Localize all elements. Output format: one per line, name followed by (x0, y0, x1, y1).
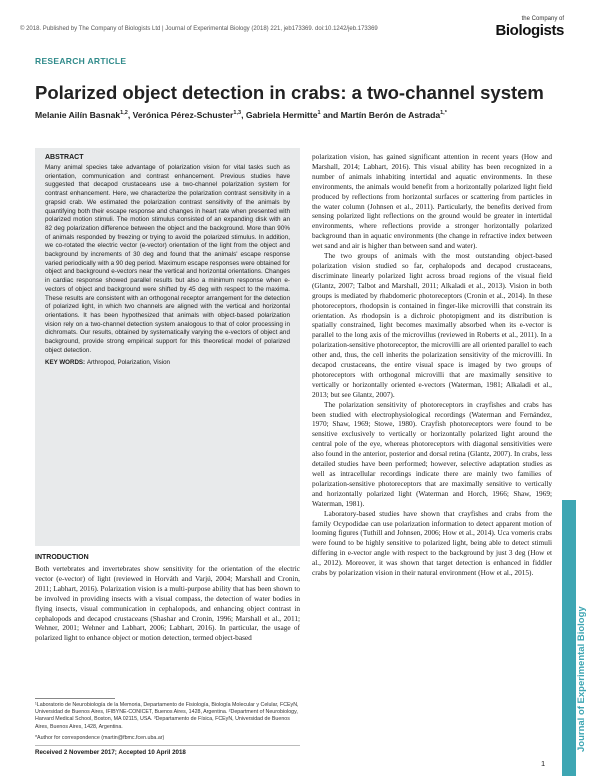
abstract-text: Many animal species take advantage of polarization vision for vital tasks such as orientation, communication and contrast enhancement. Previous studies have suggested that decapod crustaceans use a two-channel polarization system for contrast enhancement. Here, we characterize the polarization contrast sensitivity in a grapsid crab. We estimated the polarization contrast sensitivity of the animals by quantifying both their escape response and changes in heart rate when presented with polarized motion stimuli. The motion stimulus consisted of an expanding disk with an 82 deg polarization difference between the object and the background. More than 90% of animals responded by freezing or trying to avoid the polarized stimulus. In addition, we co-rotated the electric vector (e-vector) orientation of the light from the object and background by increments of 30 deg and found that the animals' escape response varied periodically with a 90 deg period. Maximum escape responses were obtained for object and background e-vectors near the vertical and horizontal orientations. Changes in cardiac response showed parallel results but also a minimum response when e-vectors of object and background were shifted by 45 deg with respect to the maxima. These results are consistent with an orthogonal receptor arrangement for the detection of polarized light, in which two channels are aligned with the vertical and horizontal orientations. It has been hypothesized that animals with object-based polarization vision rely on a two-channel detection system analogous to that of color processing in dichromats. Our results, obtained by systematically varying the e-vectors of object and background, provide strong empirical support for this theoretical model of polarized object detection. (45, 164, 290, 354)
keywords-line (45, 359, 290, 366)
logo-small-text: the Company of (521, 16, 564, 22)
body-paragraph: The two groups of animals with the most outstanding object-based polarization vision studied so far, cephalopods and decapod crustaceans, discriminate linearly polarized light across broad regions of the visual field (Glantz, 2007; Talbot and Marshall, 2011; Alkaladi et al., 2013). Vision in both groups is mediated by rhabdomeric photoreceptors (Cronin et al., 2014). In these photoreceptors, rhodopsin is contained in finger-like microvilli that constrain its orientation. As rhodopsin is a dichroic photopigment and its distribution is spatially constrained, light becomes maximally absorbed when its e-vector is parallel to the long axis of the microvillus (reviewed in Roberts et al., 2011). In a polarization-sensitive photoreceptor, the microvilli are all oriented parallel to each other and, thus, the cell inherits the polarization sensitivity of the microvilli. In decapod crustaceans, the entire visual space is imaged by two groups of photoreceptors with orthogonal microvilli that are maximally sensitive to vertically or horizontally oriented e-vectors (Waterman, 1981; Alkaladi et al., 2013; but see Glantz, 2007). (312, 251, 553, 399)
article-title: Polarized object detection in crabs: a two-channel system (35, 82, 544, 103)
body-paragraph: Laboratory-based studies have shown that crayfishes and crabs from the family Ocypodidae can use polarization information to detect apparent motion of looming figures (Tuthill and Johnsen, 2006; How et al., 2014). Uca vomeris crabs were found to be highly sensitive to polarized light, being able to detect stimuli differing in e-vector angle with respect to the background by just 3 deg (How et al., 2012). Moreover, it was shown that target detection is enhanced in fiddler crabs by polarization vision in their natural environment (How et al., 2015). (312, 508, 552, 578)
body-paragraph: polarization vision, has gained significant attention in recent years (How and Marshall, 2014; Labhart, 2016). This visual ability has been recognized in a number of animals inhabiting intertidal and aquatic environments. In these environments, the animals would benefit from a horizontally polarized light field produced by reflections from horizontal surfaces or scattering from particles in the water column (Johnsen et al., 2011). Particularly, the benefits derived from sensing polarized light reflections on the ground would be greater in intertidal environments, where reflections provide a stronger horizontally polarized background than in aquatic environments (the change in refractive index between wet sand and air is higher than between sand and water). (312, 152, 552, 251)
journal-side-title: Journal of Experimental Biology (576, 606, 587, 752)
introduction-text: Both vertebrates and invertebrates show sensitivity for the orientation of the electric vector (e-vector) of light (reviewed in Horváth and Varjú, 2004; Marshall and Cronin, 2011; Labhart, 2016). Polarization vision is a multi-purpose ability that has been shown to be involved in providing insects with a visual compass, the detection of water bodies in flying insects, visual communication in cephalopods, and enhancing object contrast in cephalopods and decapod crustaceans (Shashar and Cronin, 1996; Marshall et al., 2011; Wehner, 2001; Wehner and Labhart, 2006; Labhart, 2016). In particular, the usage of polarized light to enhance object or motion detection, termed object-based (35, 564, 300, 643)
correspondence-footnote: *Author for correspondence (martin@fbmc.fcen.uba.ar) (35, 734, 165, 741)
author-name: Melanie Ailín Basnak (35, 110, 121, 120)
keywords-label: KEY WORDS: (45, 359, 86, 367)
logo-big-text: Biologists (495, 22, 564, 39)
author-name: Martín Berón de Astrada (340, 110, 441, 120)
author-name: Gabriela Hermitte (245, 110, 318, 120)
section-label: RESEARCH ARTICLE (35, 56, 127, 66)
journal-citation-header: © 2018. Published by The Company of Biologists Ltd | Journal of Experimental Biology (2018) 221, jeb173369. doi:10.1242/jeb.173369 (20, 26, 378, 32)
received-accepted-dates: Received 2 November 2017; Accepted 10 April 2018 (35, 745, 300, 756)
affiliations-footnote: ¹Laboratorio de Neurobiología de la Memoria, Departamento de Fisiología, Biología Molecular y Celular, FCEyN, Universidad de Buenos Aires, IFIBYNE-CONICET, Buenos Aires, 1428, Argentina. ²Department of Neurobiology, Harvard Medical School, Boston, MA 02115, USA. ³Departamento de Física, FCEyN, Universidad de Buenos Aires, Buenos Aires, 1428, Argentina. (35, 702, 299, 730)
author-affiliation: 1 (317, 110, 321, 117)
abstract-heading: ABSTRACT (45, 154, 84, 161)
company-of-biologists-logo (495, 16, 564, 42)
journal-side-strip (562, 500, 576, 776)
author-name: Verónica Pérez-Schuster (132, 110, 234, 120)
footnote-divider (35, 698, 115, 699)
page-number: 1 (541, 759, 546, 768)
author-affiliation: 1,2 (120, 110, 128, 117)
abstract-box (35, 148, 300, 546)
keywords-value: Arthropod, Polarization, Vision (86, 359, 170, 367)
introduction-heading: INTRODUCTION (35, 554, 89, 561)
footnotes (35, 702, 300, 742)
author-list: Melanie Ailín Basnak$^{1,2}$, Verónica Pérez-Schuster$^{1,3}$, Gabriela Hermitte$^1$ and Martín Berón de Astrada$^{1,*}$ (35, 110, 447, 120)
body-paragraph: The polarization sensitivity of photoreceptors in crayfishes and crabs has been studied with electrophysiological recordings (Waterman and Fernández, 1970; Shaw, 1969; Stowe, 1980). Crayfish photoreceptors were found to be sensitive exclusively to vertically or horizontally polarized light around the central pole of the eye, whereas photoreceptors with diagonal sensitivities were also found in the anterior, posterior and dorsal retina (Glantz, 2007). In crabs, less detailed studies have been performed; however, selective adaptation studies as well as intracellular recordings indicate there are mainly two families of polarization-sensitive photoreceptors that are maximally sensitive to vertically and horizontally polarized light (Waterman and Horch, 1966; Shaw, 1969; Waterman, 1981). (312, 399, 552, 508)
author-affiliation: 1,3 (233, 110, 242, 117)
author-affiliation: 1,* (440, 110, 447, 117)
right-column-body (312, 152, 552, 578)
